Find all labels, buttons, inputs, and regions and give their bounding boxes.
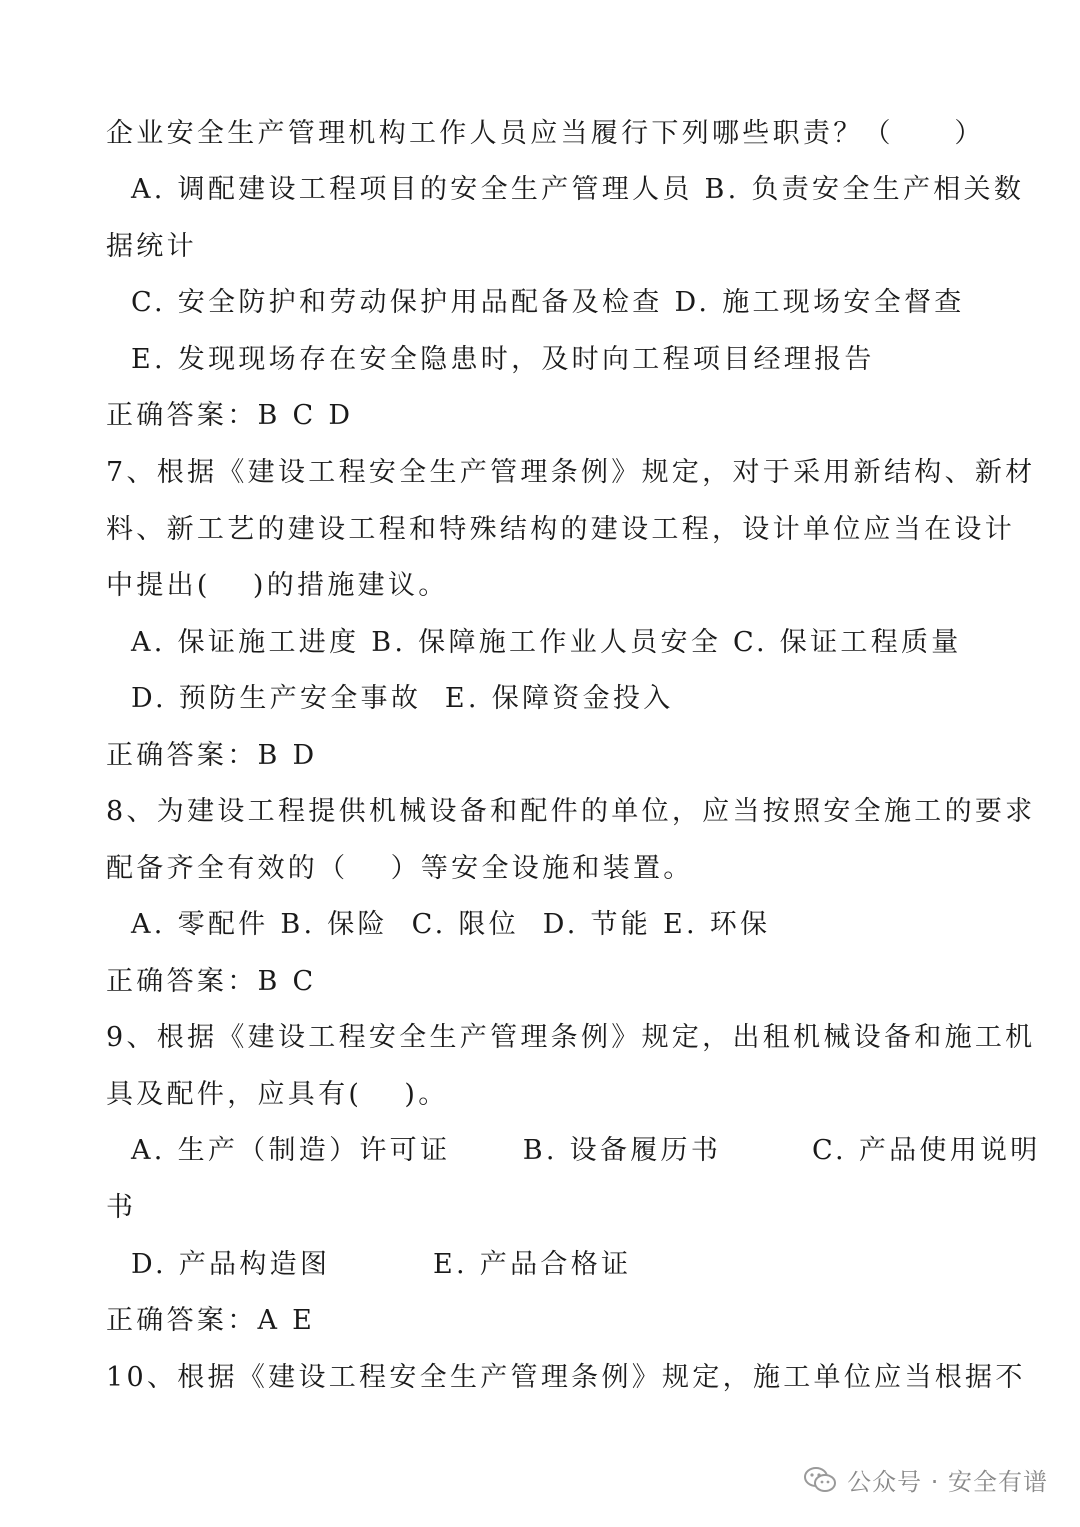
question-line: 中提出( )的措施建议。 xyxy=(106,570,449,601)
option-line: D. 预防生产安全事故 E. 保障资金投入 xyxy=(131,683,674,714)
question-line: 料、新工艺的建设工程和特殊结构的建设工程，设计单位应当在设计 xyxy=(106,514,1015,545)
answer-line: 正确答案：B C D xyxy=(106,400,354,431)
option-line: E. 发现现场存在安全隐患时，及时向工程项目经理报告 xyxy=(131,344,875,375)
question-line: 配备齐全有效的（ ）等安全设施和装置。 xyxy=(106,853,694,884)
watermark-text: 公众号 · 安全有谱 xyxy=(847,1468,1048,1496)
question-line: 据统计 xyxy=(106,231,197,262)
watermark xyxy=(803,1462,1048,1497)
option-line: A. 保证施工进度 B. 保障施工作业人员安全 C. 保证工程质量 xyxy=(131,627,962,658)
question-line: 书 xyxy=(106,1192,137,1223)
option-line: A. 调配建设工程项目的安全生产管理人员 B. 负责安全生产相关数 xyxy=(131,174,1025,205)
answer-line: 正确答案：A E xyxy=(106,1305,316,1336)
option-line: D. 产品构造图 E. 产品合格证 xyxy=(131,1249,632,1280)
question-line: 企业安全生产管理机构工作人员应当履行下列哪些职责？（ ） xyxy=(106,118,985,149)
answer-line: 正确答案：B D xyxy=(106,740,318,771)
question-line: 具及配件，应具有( )。 xyxy=(106,1079,449,1110)
question-line: 8、为建设工程提供机械设备和配件的单位，应当按照安全施工的要求 xyxy=(106,796,1036,827)
option-line: A. 零配件 B. 保险 C. 限位 D. 节能 E. 环保 xyxy=(131,909,771,940)
question-line: 7、根据《建设工程安全生产管理条例》规定，对于采用新结构、新材 xyxy=(106,457,1036,488)
wechat-icon xyxy=(803,1465,837,1495)
option-line: C. 安全防护和劳动保护用品配备及检查 D. 施工现场安全督查 xyxy=(131,287,965,318)
answer-line: 正确答案：B C xyxy=(106,966,317,997)
question-line: 10、根据《建设工程安全生产管理条例》规定，施工单位应当根据不 xyxy=(106,1362,1026,1393)
question-line: 9、根据《建设工程安全生产管理条例》规定，出租机械设备和施工机 xyxy=(106,1022,1036,1053)
option-line: A. 生产（制造）许可证 B. 设备履历书 C. 产品使用说明 xyxy=(131,1135,1041,1166)
